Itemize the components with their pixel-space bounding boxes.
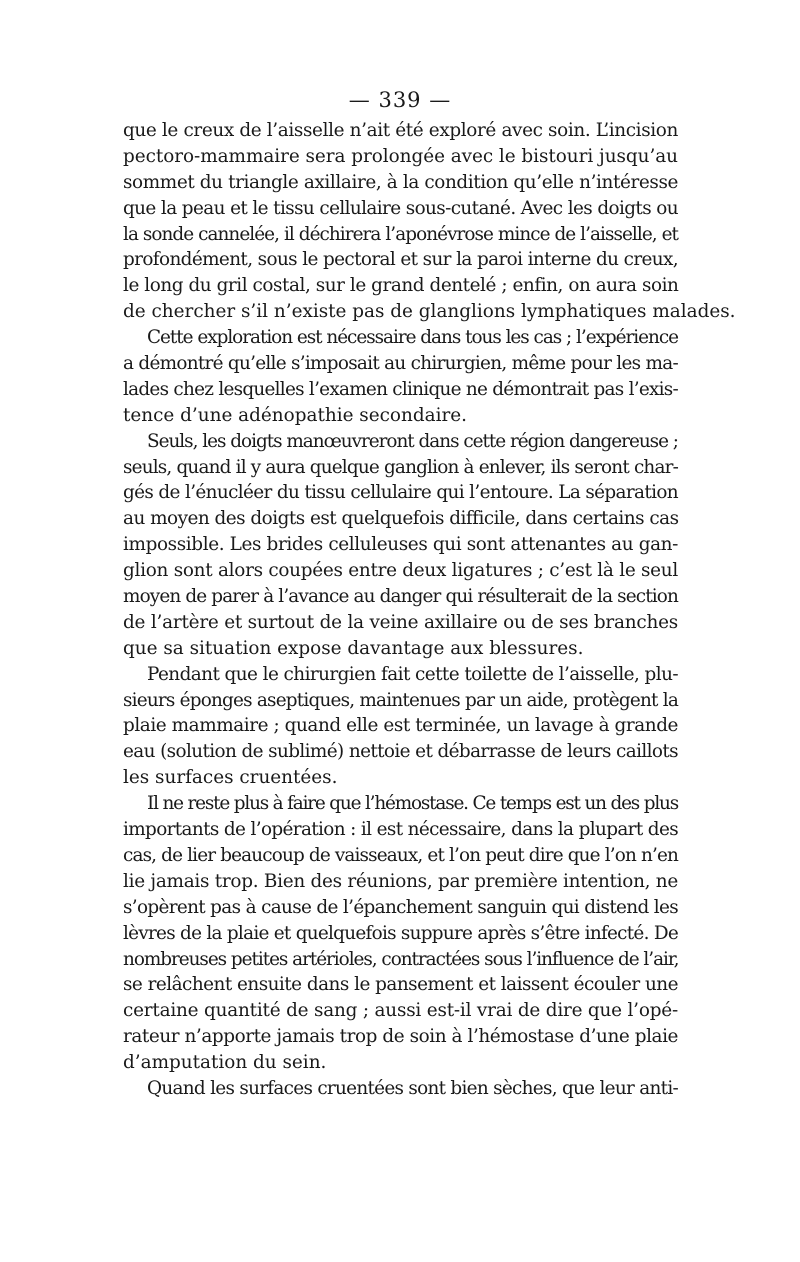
- text-line: pectoro-mammaire sera prolongée avec le bistouri jusqu’au: [123, 145, 678, 167]
- text-line: lades chez lesquelles l’examen clinique ne démontrait pas l’exis-: [123, 378, 678, 400]
- text-line: profondément, sous le pectoral et sur la paroi interne du creux,: [123, 249, 678, 271]
- text-line: sieurs éponges aseptiques, maintenues par un aide, protègent la: [123, 689, 678, 711]
- text-line: nombreuses petites artérioles, contractées sous l’influence de l’air,: [123, 948, 679, 970]
- text-line: Seuls, les doigts manœuvreront dans cette région dangereuse ;: [147, 430, 678, 452]
- text-line: seuls, quand il y aura quelque ganglion à enlever, ils seront char-: [123, 456, 678, 478]
- text-line: certaine quantité de sang ; aussi est-il vrai de dire que l’opé-: [123, 1000, 678, 1022]
- text-line: s’opèrent pas à cause de l’épanchement sanguin qui distend les: [123, 896, 678, 918]
- text-line: de l’artère et surtout de la veine axillaire ou de ses branches: [123, 611, 678, 633]
- page-number: — 339 —: [348, 88, 452, 112]
- body-text: [123, 118, 736, 1102]
- text-line: Cette exploration est nécessaire dans tous les cas ; l’expérience: [147, 327, 678, 349]
- text-line: plaie mammaire ; quand elle est terminée, un lavage à grande: [123, 715, 678, 737]
- text-line: que la peau et le tissu cellulaire sous-cutané. Avec les doigts ou: [123, 197, 678, 219]
- text-line: cas, de lier beaucoup de vaisseaux, et l’on peut dire que l’on n’en: [123, 844, 678, 866]
- text-line: la sonde cannelée, il déchirera l’aponévrose mince de l’aisselle, et: [123, 223, 678, 245]
- text-line: se relâchent ensuite dans le pansement et laissent écouler une: [123, 974, 678, 996]
- text-line: moyen de parer à l’avance au danger qui résulterait de la section: [123, 586, 678, 608]
- text-line: lie jamais trop. Bien des réunions, par première intention, ne: [123, 870, 678, 892]
- text-line: que le creux de l’aisselle n’ait été exploré avec soin. L’incision: [123, 120, 678, 141]
- text-line: que sa situation expose davantage aux blessures.: [123, 637, 584, 659]
- text-line: tence d’une adénopathie secondaire.: [123, 404, 467, 426]
- text-line: rateur n’apporte jamais trop de soin à l’hémostase d’une plaie: [123, 1026, 678, 1048]
- text-line: impossible. Les brides celluleuses qui sont attenantes au gan-: [123, 534, 678, 556]
- text-line: le long du gril costal, sur le grand dentelé ; enfin, on aura soin: [123, 275, 679, 297]
- text-line: eau (solution de sublimé) nettoie et débarrasse de leurs caillots: [123, 741, 678, 763]
- text-line: les surfaces cruentées.: [123, 767, 338, 789]
- text-line: sommet du triangle axillaire, à la condition qu’elle n’intéresse: [123, 171, 678, 193]
- text-line: d’amputation du sein.: [123, 1052, 327, 1074]
- text-line: glion sont alors coupées entre deux ligatures ; c’est là le seul: [123, 560, 678, 582]
- text-line: Il ne reste plus à faire que l’hémostase. Ce temps est un des plus: [147, 793, 678, 815]
- text-line: au moyen des doigts est quelquefois difficile, dans certains cas: [123, 508, 679, 530]
- text-line: Pendant que le chirurgien fait cette toilette de l’aisselle, plu-: [147, 663, 678, 685]
- text-line: Quand les surfaces cruentées sont bien sèches, que leur anti-: [147, 1077, 678, 1099]
- text-line: gés de l’énucléer du tissu cellulaire qui l’entoure. La séparation: [123, 482, 678, 504]
- text-line: de chercher s’il n’existe pas de glanglions lymphatiques malades.: [123, 301, 736, 323]
- text-line: lèvres de la plaie et quelquefois suppure après s’être infecté. De: [123, 922, 679, 944]
- text-line: importants de l’opération : il est nécessaire, dans la plupart des: [123, 819, 678, 841]
- text-line: a démontré qu’elle s’imposait au chirurgien, même pour les ma-: [123, 353, 678, 375]
